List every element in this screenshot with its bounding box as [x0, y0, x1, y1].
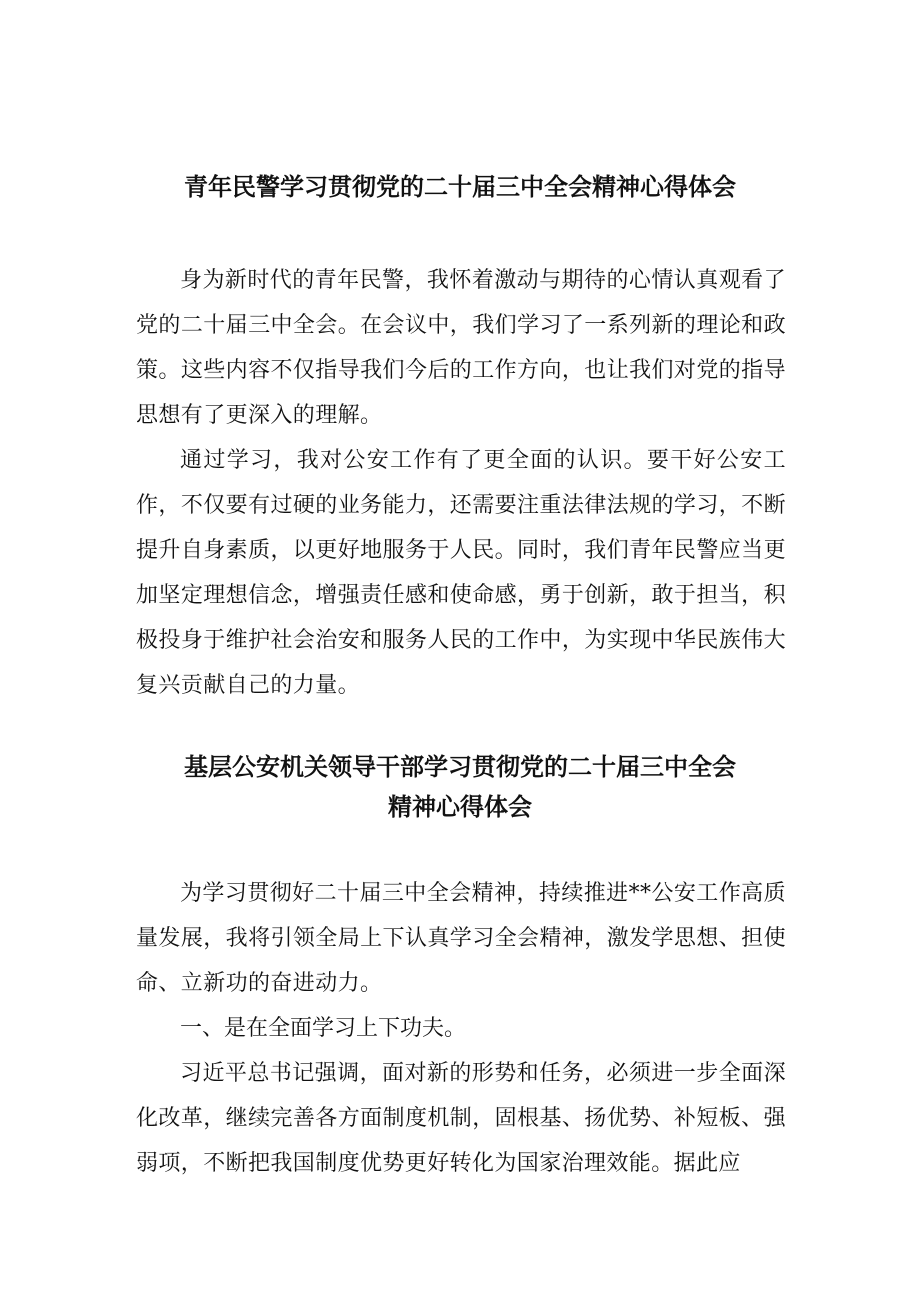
article2-section1-heading: 一、是在全面学习上下功夫。 [180, 1016, 467, 1041]
article2-title [0, 747, 920, 827]
article2-title-line-2: 精神心得体会 [388, 793, 532, 821]
article2-intro-paragraph: 为学习贯彻好二十届三中全会精神，持续推进**公安工作高质量发展，我将引领全局上下认真学习全会精神，激发学思想、担使命、立新功的奋进动力。 [136, 881, 786, 996]
article1-title-text: 青年民警学习贯彻党的二十届三中全会精神心得体会 [184, 173, 736, 201]
article2-title-line-1: 基层公安机关领导干部学习贯彻党的二十届三中全会 [184, 753, 736, 781]
article1-title [0, 167, 920, 207]
article2-section1-body: 习近平总书记强调，面对新的形势和任务，必须进一步全面深化改革，继续完善各方面制度机制，固根基、扬优势、补短板、强弱项，不断把我国制度优势更好转化为国家治理效能。据此应 [136, 1061, 786, 1176]
article1-paragraph-1: 身为新时代的青年民警，我怀着激动与期待的心情认真观看了党的二十届三中全会。在会议中，我们学习了一系列新的理论和政策。这些内容不仅指导我们今后的工作方向，也让我们对党的指导思想有了更深入的理解。 [136, 268, 786, 428]
article1-paragraph-2: 通过学习，我对公安工作有了更全面的认识。要干好公安工作，不仅要有过硬的业务能力，还需要注重法律法规的学习，不断提升自身素质，以更好地服务于人民。同时，我们青年民警应当更加坚定理想信念，增强责任感和使命感，勇于创新，敢于担当，积极投身于维护社会治安和服务人民的工作中，为实现中华民族伟大复兴贡献自己的力量。 [136, 448, 786, 698]
